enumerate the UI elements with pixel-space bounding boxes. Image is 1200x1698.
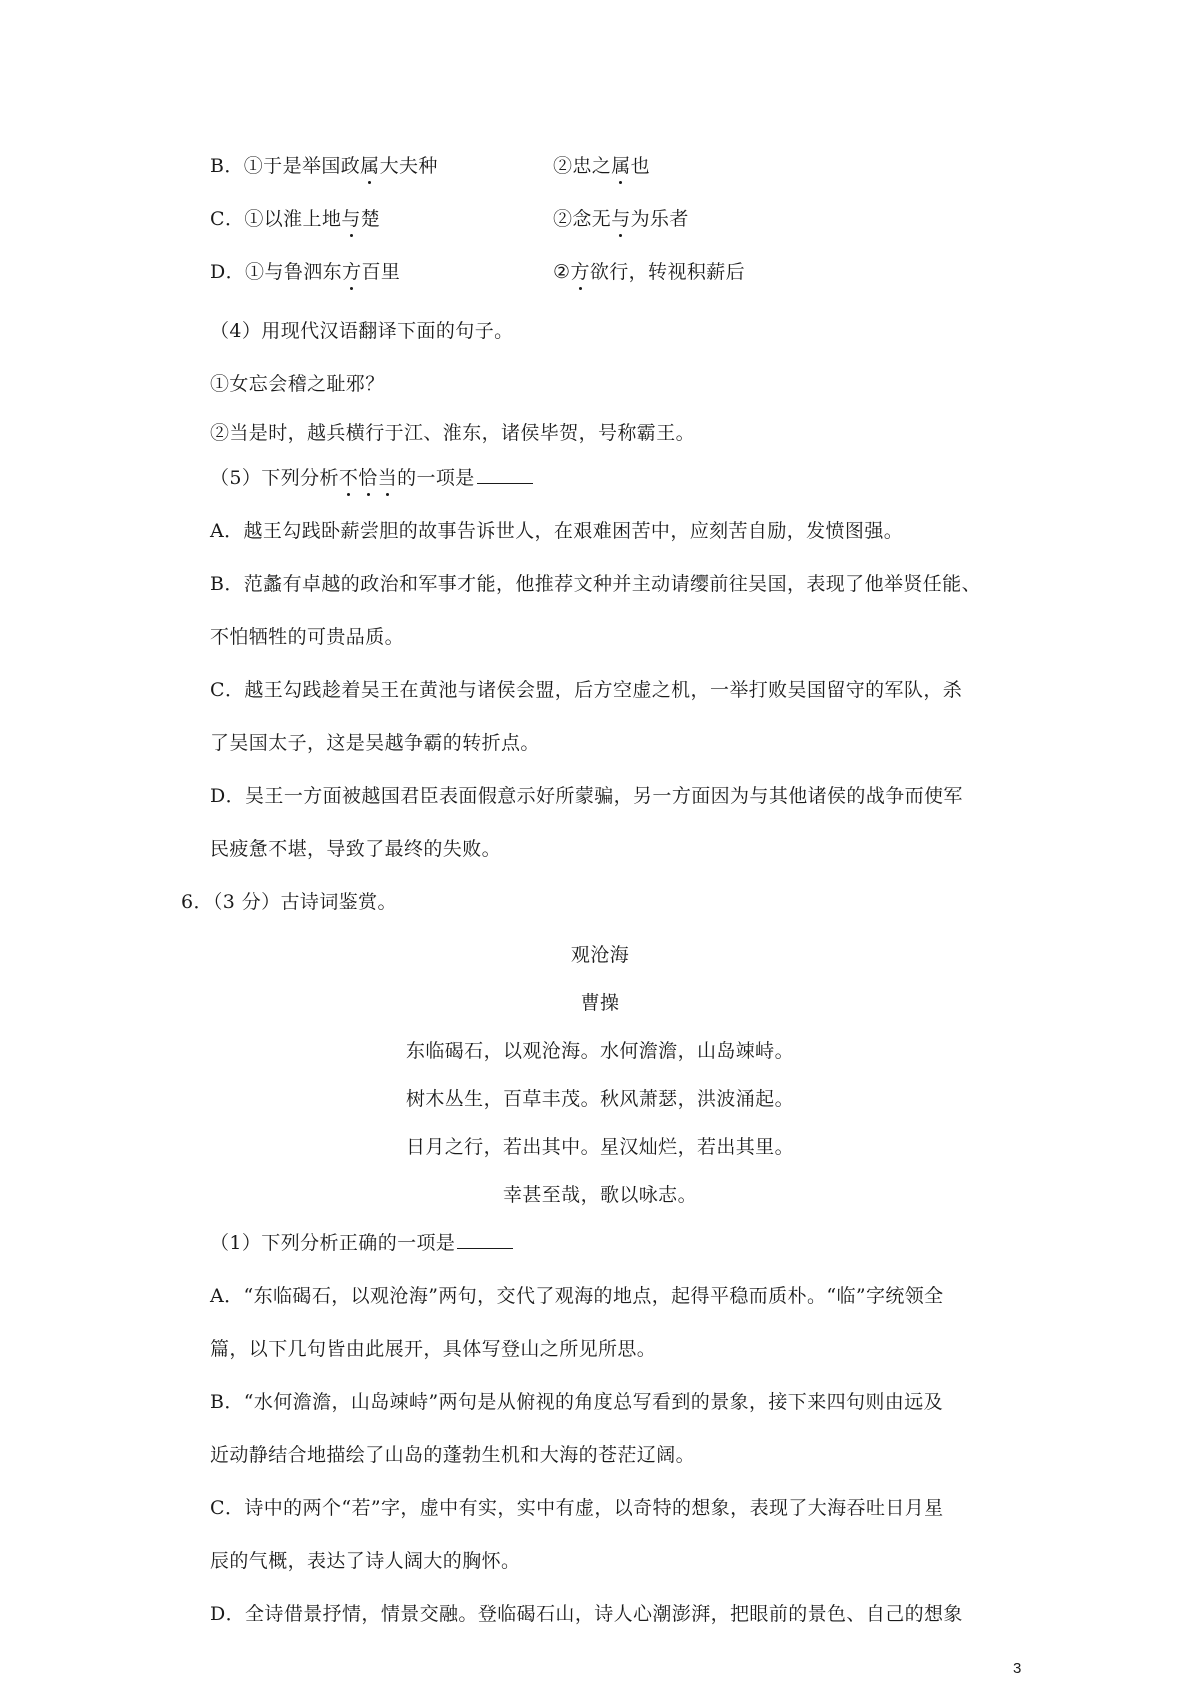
q6-heading: 6．（3 分）古诗词鉴赏。 [181,891,397,913]
emphasis-dot-char: 属 [360,155,380,177]
q5-4-sentence-1: ①女忘会稽之耻邪？ [210,373,385,395]
q5-5-option-b-line2: 不怕牺牲的可贵品质。 [210,626,405,648]
q5-5-option-c-line2: 了吴国太子，这是吴越争霸的转折点。 [210,732,540,754]
emphasis-dot-char: 不 [338,467,359,489]
q5-5-option-d-line2: 民疲惫不堪，导致了最终的失败。 [210,838,502,860]
option-c-part2: ②念无与为乐者 [553,208,689,230]
option-d-part1: D．①与鲁泗东方百里 [210,261,401,283]
emphasis-dot-char: 方 [570,261,590,283]
q6-1-option-b-line1: B．“水何澹澹，山岛竦峙”两句是从俯视的角度总写看到的景象，接下来四句则由远及 [210,1391,943,1413]
option-d-part2: ②方欲行，转视积薪后 [553,261,746,283]
q5-5-option-b-line1: B．范蠡有卓越的政治和军事才能，他推荐文种并主动请缨前往吴国，表现了他举贤任能、 [210,573,981,595]
poem-line: 幸甚至哉，歌以咏志。 [502,1184,697,1206]
q6-1-option-d-line1: D．全诗借景抒情，情景交融。登临碣石山，诗人心潮澎湃，把眼前的景色、自己的想象 [210,1603,963,1625]
poem-line: 东临碣石，以观沧海。水何澹澹，山岛竦峙。 [405,1040,794,1062]
q5-4-sentence-2: ②当是时，越兵横行于江、淮东，诸侯毕贺，号称霸王。 [210,422,696,444]
option-b-part1: B．①于是举国政属大夫种 [210,155,438,177]
poem-line: 日月之行，若出其中。星汉灿烂，若出其里。 [405,1136,794,1158]
emphasis-dot-char: 方 [342,261,362,283]
emphasis-dot-char: 与 [341,208,361,230]
page-number: 3 [1013,1660,1022,1677]
q5-5-option-c-line1: C．越王勾践趁着吴王在黄池与诸侯会盟，后方空虚之机，一举打败吴国留守的军队，杀 [210,679,963,701]
q6-1-prompt: （1）下列分析正确的一项是 [210,1230,513,1256]
emphasis-dot-char: 属 [611,155,631,177]
answer-blank[interactable] [477,465,533,484]
option-b-part2: ②忠之属也 [553,155,651,177]
q5-5-option-d-line1: D．吴王一方面被越国君臣表面假意示好所蒙骗，另一方面因为与其他诸侯的战争而使军 [210,785,963,807]
poem-title: 观沧海 [570,944,630,966]
emphasis-dot-char: 当 [377,467,398,489]
q6-1-option-a-line2: 篇，以下几句皆由此展开，具体写登山之所见所思。 [210,1338,657,1360]
q6-1-option-b-line2: 近动静结合地描绘了山岛的蓬勃生机和大海的苍茫辽阔。 [210,1444,696,1466]
poem-line: 树木丛生，百草丰茂。秋风萧瑟，洪波涌起。 [405,1088,794,1110]
option-c-part1: C．①以淮上地与楚 [210,208,381,230]
answer-blank[interactable] [457,1230,513,1249]
emphasis-dot-char: 恰 [358,467,378,489]
q6-1-option-c-line2: 辰的气概，表达了诗人阔大的胸怀。 [210,1550,521,1572]
poem-author: 曹操 [580,992,620,1014]
q5-5-prompt: （5）下列分析不恰当的一项是 [210,465,533,491]
q5-5-option-a: A．越王勾践卧薪尝胆的故事告诉世人，在艰难困苦中，应刻苦自励，发愤图强。 [210,520,904,542]
q5-4-prompt: （4）用现代汉语翻译下面的句子。 [210,320,514,342]
q6-1-option-c-line1: C．诗中的两个“若”字，虚中有实，实中有虚，以奇特的想象，表现了大海吞吐日月星 [210,1497,944,1519]
emphasis-dot-char: 与 [611,208,631,230]
q6-1-option-a-line1: A．“东临碣石，以观沧海”两句，交代了观海的地点，起得平稳而质朴。“临”字统领全 [210,1285,944,1307]
